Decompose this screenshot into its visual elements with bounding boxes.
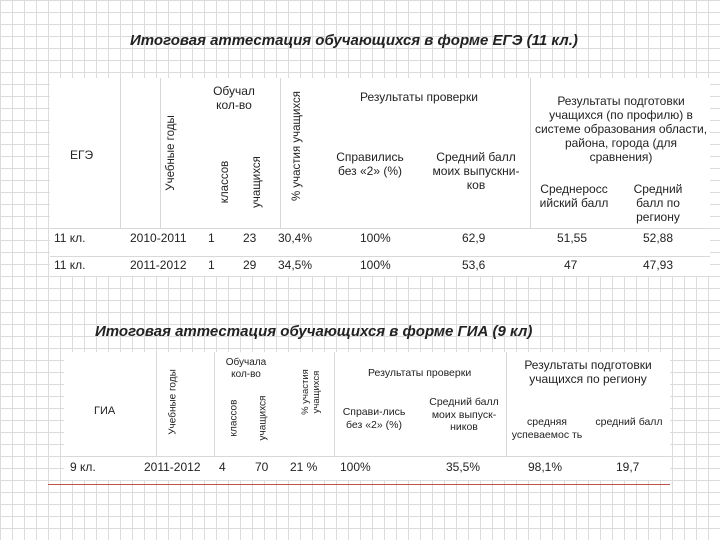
table-row-cell-avg-region: 52,88: [643, 231, 674, 245]
table-row-cell-avg-success: 98,1%: [528, 460, 563, 474]
ege-header-years: Учебные годы: [165, 115, 177, 191]
ege-header-students: учащихся: [251, 156, 263, 208]
table-row-cell-students: 29: [243, 258, 257, 272]
gia-header-regional-results: Результаты подготовки учащихся по региону: [524, 358, 652, 386]
table-row-cell-grade: 11 кл.: [54, 258, 86, 272]
table-row-cell-years: 2010-2011: [130, 231, 187, 245]
table-row-cell-avg-mine: 53,6: [462, 258, 486, 272]
table-row-cell-participation: 21 %: [290, 460, 318, 474]
ege-header-passed: Справились без «2» (%): [336, 150, 404, 178]
table-row-cell-grade: 9 кл.: [70, 460, 96, 474]
ege-header-avg-mine: Средний балл моих выпускни-ков: [432, 150, 520, 192]
ege-header-avg-russia: Среднеросс ийский балл: [539, 182, 609, 210]
table-row-cell-avg-region: 47,93: [643, 258, 674, 272]
gia-header-avg-score: средний балл: [595, 416, 663, 428]
ege-header-participation: % участия учащихся: [291, 90, 303, 202]
table-row-cell-avg-score: 19,7: [616, 460, 640, 474]
table-row-cell-classes: 4: [219, 460, 226, 474]
gia-header-trained-count: Обучала кол-во: [225, 357, 267, 380]
ege-table: [50, 78, 710, 276]
table-row-cell-passed: 100%: [360, 231, 391, 245]
gia-header-passed: Справи-лись без «2» (%): [342, 406, 406, 431]
table-row-cell-avg-mine: 62,9: [462, 231, 486, 245]
table-row-cell-students: 23: [243, 231, 257, 245]
table-row-cell-avg-russia: 47: [564, 258, 578, 272]
table-row-cell-classes: 1: [208, 258, 215, 272]
gia-header-avg-mine: Средний балл моих выпуск-ников: [429, 396, 499, 433]
gia-header-years: Учебные годы: [167, 369, 179, 435]
gia-table: [64, 352, 670, 480]
gia-header-avg-success: средняя успеваемос ть: [511, 416, 583, 441]
ege-header-exam: ЕГЭ: [70, 148, 94, 162]
gia-header-participation: % участия учащихся: [300, 369, 322, 415]
ege-title: Итоговая аттестация обучающихся в форме ЕГЭ (11 кл.): [130, 32, 578, 49]
decorative-underline: [48, 484, 670, 485]
table-row-cell-years: 2011-2012: [130, 258, 187, 272]
ege-header-trained-count: Обучал кол-во: [213, 84, 255, 112]
gia-header-exam: ГИА: [94, 405, 116, 417]
table-row-cell-passed: 100%: [340, 460, 371, 474]
table-row-cell-participation: 34,5%: [278, 258, 313, 272]
table-row-cell-passed: 100%: [360, 258, 391, 272]
table-row-cell-avg-russia: 51,55: [557, 231, 588, 245]
ege-header-avg-region: Средний балл по региону: [633, 182, 683, 224]
ege-header-classes: классов: [219, 160, 231, 204]
table-row-cell-students: 70: [255, 460, 269, 474]
table-row-cell-grade: 11 кл.: [54, 231, 86, 245]
ege-header-regional-results: Результаты подготовки учащихся (по профилю) в системе образования области, района, города (для сравнения): [534, 94, 708, 164]
table-row-cell-avg-mine: 35,5%: [446, 460, 481, 474]
table-row-cell-participation: 30,4%: [278, 231, 313, 245]
gia-header-results: Результаты проверки: [368, 367, 472, 379]
gia-header-students: учащихся: [257, 395, 269, 441]
table-row-cell-classes: 1: [208, 231, 215, 245]
gia-header-classes: классов: [228, 399, 240, 437]
table-row-cell-years: 2011-2012: [144, 460, 201, 474]
gia-title: Итоговая аттестация обучающихся в форме ГИА (9 кл): [95, 323, 533, 340]
ege-header-results: Результаты проверки: [360, 90, 478, 104]
